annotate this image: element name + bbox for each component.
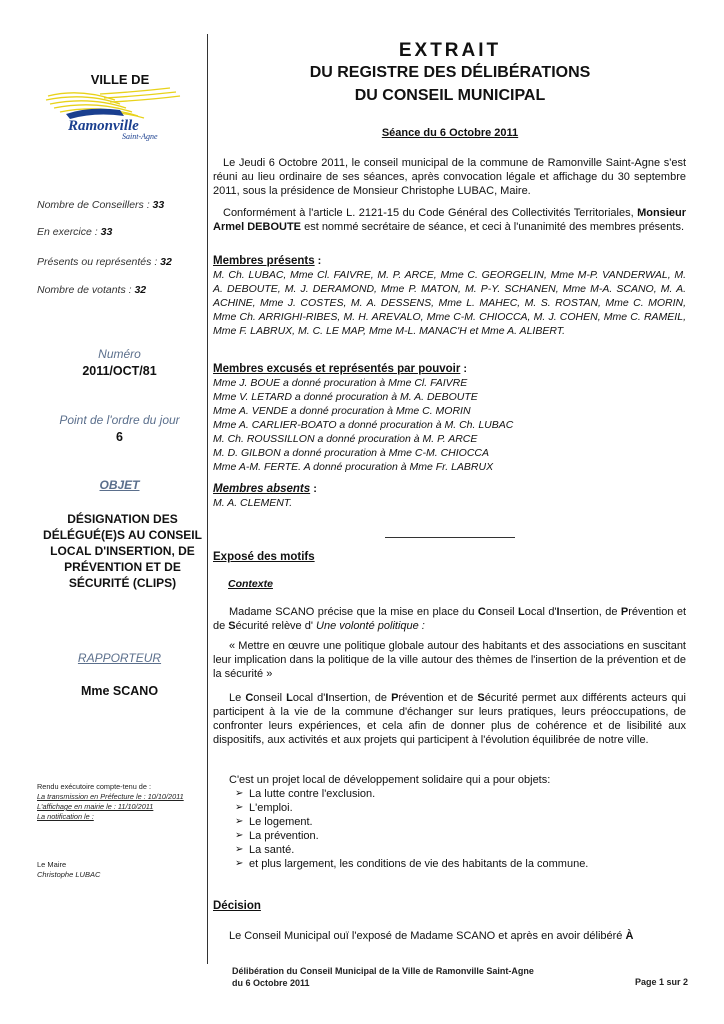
doc-title-extrait: EXTRAIT <box>398 40 502 61</box>
maire-signature <box>37 860 100 880</box>
intro-paragraph: Le Jeudi 6 Octobre 2011, le conseil municipal de la commune de Ramonville Saint-Agne s'est réuni au lieu ordinaire de ses séances, après convocation légale et affichage du 30 septembre 2011, sous la présidence de Monsieur Christophe LUBAC, Maire. <box>213 157 686 197</box>
rendu-title: Rendu exécutoire compte-tenu de : <box>37 782 151 791</box>
quote-paragraph: « Mettre en œuvre une politique globale autour des habitants et des associations en suscitant leur implication dans la politique de la ville autour des thèmes de l'insertion de la prévention et de la sécurité » <box>213 640 686 680</box>
stat-conseillers: Nombre de Conseillers : 33 <box>37 199 165 211</box>
rendu-affichage: L'affichage en mairie le : 11/10/2011 <box>37 802 154 811</box>
contexte-title: Contexte <box>228 578 273 590</box>
list-item: ➢ La prévention. <box>249 829 686 843</box>
list-item: ➢ et plus largement, les conditions de vie des habitants de la commune. <box>249 857 686 871</box>
page-number: Page 1 sur 2 <box>634 977 688 987</box>
list-item: ➢ La santé. <box>249 843 686 857</box>
rendu-transmission: La transmission en Préfecture le : 10/10/2011 <box>37 792 184 801</box>
ramonville-logo <box>40 86 190 142</box>
stat-presents: Présents ou représentés : 32 <box>37 256 172 268</box>
clips-paragraph: Le Conseil Local d'Insertion, de Prévention et de Sécurité permet aux différents acteurs qui participent à la vie de la commune d'échanger sur leurs pratiques, leurs préoccupations, de confronter leurs expériences, et cela afin de donner plus de cohérence et de lisibilité aux dispositifs, aux activités et aux projets qui participent à l'évolution équilibrée de notre ville. <box>213 692 686 746</box>
rapporteur-value: Mme SCANO <box>80 684 159 698</box>
footer-text: Délibération du Conseil Municipal de la Ville de Ramonville Saint-Agne du 6 Octobre 2011 <box>232 966 534 988</box>
decision-paragraph: Le Conseil Municipal ouï l'exposé de Madame SCANO et après en avoir délibéré À <box>229 930 634 942</box>
rendu-executoire <box>37 782 205 822</box>
presents-title: Membres présents <box>213 255 315 267</box>
excuses-title: Membres excusés et représentés par pouvoir <box>213 363 461 375</box>
numero-value: 2011/OCT/81 <box>82 364 157 378</box>
separator-line <box>385 537 515 538</box>
presents-section: Membres présents : M. Ch. LUBAC, Mme Cl. FAIVRE, M. P. ARCE, Mme C. GEORGELIN, Mme M-P. VANDERWAL, M. A. DEBOUTE, M. J. DERAMOND, Mme P. MATON, M. P-Y. SCHANEN, Mme M-A. SCANO, M. A. ACHINE, Mme J. COSTES, M. A. DESSENS, Mme L. MAHEC, M. S. ROSTAN, Mme C. MORIN, Mme Ch. ARRIGHI-RIBES, M. H. AREVALO, Mme C-M. CHIOCCA, M. J. COHEN, Mme C. RAMEIL, Mme F. LABRUX, M. C. LE MAP, Mme M-L. MANAC'H et Mme A. ALIBERT. <box>213 255 686 337</box>
stat-exercice: En exercice : 33 <box>37 226 113 238</box>
rendu-notification: La notification le : <box>37 812 94 821</box>
list-item: ➢ Le logement. <box>249 815 686 829</box>
objet-label: OBJET <box>99 478 140 492</box>
excuses-section: Membres excusés et représentés par pouvoir : Mme J. BOUE a donné procuration à Mme Cl. FAIVRE Mme V. LETARD a donné procuration à M. A. DEBOUTE Mme A. VENDE a donné procuration à Mme C. MORIN Mme A. CARLIER-BOATO a donné procuration à M. Ch. LUBAC M. Ch. ROUSSILLON a donné procuration à M. P. ARCE M. D. GILBON a donné procuration à Mme C-M. CHIOCCA Mme A-M. FERTE. A donné procuration à Mme Fr. LABRUX <box>213 362 686 474</box>
maire-name: Christophe LUBAC <box>37 870 101 879</box>
logo-name: Ramonville <box>68 118 139 134</box>
point-ordre-label: Point de l'ordre du jour <box>59 413 180 427</box>
projet-section: C'est un projet local de développement solidaire qui a pour objets: ➢ La lutte contre l'exclusion. ➢ L'emploi. ➢ Le logement. ➢ La prévention. ➢ La santé. ➢ et plus largement, les conditions de vie des habitants de la commune. <box>213 773 686 871</box>
logo-sub: Saint-Agne <box>122 132 158 141</box>
decision-title: Décision <box>213 900 261 912</box>
excuses-list: Mme J. BOUE a donné procuration à Mme Cl. FAIVRE Mme V. LETARD a donné procuration à M. A. DEBOUTE Mme A. VENDE a donné procuration à Mme C. MORIN Mme A. CARLIER-BOATO a donné procuration à M. Ch. LUBAC M. Ch. ROUSSILLON a donné procuration à M. P. ARCE M. D. GILBON a donné procuration à Mme C-M. CHIOCCA Mme A-M. FERTE. A donné procuration à Mme Fr. LABRUX <box>213 377 514 473</box>
column-divider <box>207 34 208 964</box>
presents-list: M. Ch. LUBAC, Mme Cl. FAIVRE, M. P. ARCE, Mme C. GEORGELIN, Mme M-P. VANDERWAL, M. A. DEBOUTE, M. J. DERAMOND, Mme P. MATON, M. P-Y. SCHANEN, Mme M-A. SCANO, M. A. ACHINE, Mme J. COSTES, M. A. DESSENS, Mme L. MAHEC, M. S. ROSTAN, Mme C. MORIN, Mme Ch. ARRIGHI-RIBES, M. H. AREVALO, Mme C-M. CHIOCCA, M. J. COHEN, Mme C. RAMEIL, Mme F. LABRUX, M. C. LE MAP, Mme M-L. MANAC'H et Mme A. ALIBERT. <box>213 269 686 337</box>
absents-list: M. A. CLEMENT. <box>213 497 293 509</box>
maire-title: Le Maire <box>37 860 67 869</box>
stat-votants: Nombre de votants : 32 <box>37 284 147 296</box>
secretaire-paragraph: Conformément à l'article L. 2121-15 du Code Général des Collectivités Territoriales, Monsieur Armel DEBOUTE est nommé secrétaire de séance, et ceci à l'unanimité des membres présents. <box>213 207 686 233</box>
doc-title-conseil: DU CONSEIL MUNICIPAL <box>354 87 546 104</box>
objectives-list <box>213 787 686 871</box>
rapporteur-label: RAPPORTEUR <box>77 651 162 665</box>
scano-paragraph: Madame SCANO précise que la mise en place du Conseil Local d'Insertion, de Prévention et de Sécurité relève d' Une volonté politique : <box>213 606 687 632</box>
numero-label: Numéro <box>98 347 141 361</box>
absents-section: Membres absents : M. A. CLEMENT. <box>213 482 686 510</box>
absents-title: Membres absents <box>213 483 311 495</box>
doc-title-registre: DU REGISTRE DES DÉLIBÉRATIONS <box>309 64 591 81</box>
expose-title: Exposé des motifs <box>213 551 315 563</box>
point-ordre-value: 6 <box>116 430 123 444</box>
list-item: ➢ L'emploi. <box>249 801 686 815</box>
ville-label: VILLE DE <box>90 72 150 87</box>
objet-value: DÉSIGNATION DES DÉLÉGUÉ(E)S AU CONSEIL LOCAL D'INSERTION, DE PRÉVENTION ET DE SÉCURITÉ (CLIPS) <box>43 512 202 590</box>
list-item: ➢ La lutte contre l'exclusion. <box>249 787 686 801</box>
seance-date: Séance du 6 Octobre 2011 <box>381 127 519 139</box>
